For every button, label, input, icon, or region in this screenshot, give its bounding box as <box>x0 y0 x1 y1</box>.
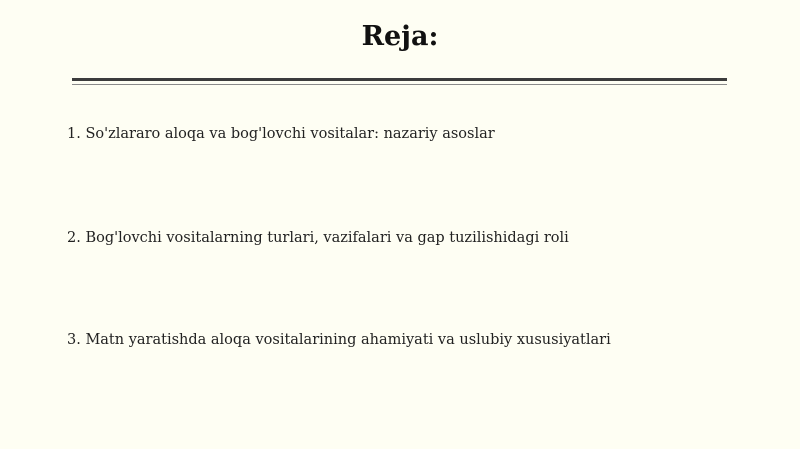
plan-item-1: 1. So'zlararo aloqa va bog'lovchi vositalar: nazariy asoslar <box>67 126 495 142</box>
plan-item-3: 3. Matn yaratishda aloqa vositalarining ahamiyati va uslubiy xususiyatlari <box>67 332 611 348</box>
slide-title: Reja: <box>361 21 439 52</box>
title-divider-thick <box>72 78 727 81</box>
title-divider-thin <box>72 84 727 85</box>
plan-item-2: 2. Bog'lovchi vositalarning turlari, vazifalari va gap tuzilishidagi roli <box>67 230 569 246</box>
